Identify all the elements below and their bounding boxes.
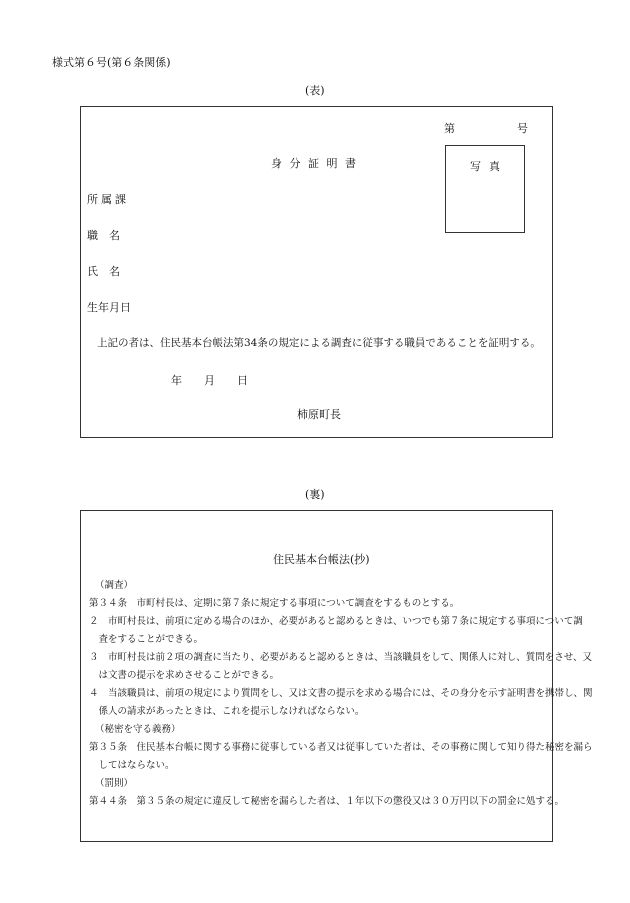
id-card-front	[80, 106, 553, 438]
law-line: ２ 市町村長は、前項に定める場合のほか、必要があると認めるときは、いつでも第７条に規定する事項について調	[89, 616, 583, 627]
number-suffix: 号	[517, 122, 528, 135]
law-line: ４ 当該職員は、前項の規定により質問をし、又は文書の提示を求める場合には、その身分を示す証明書を携帯し、関	[89, 688, 593, 699]
card-title: 身 分 証 明 書	[271, 157, 358, 170]
law-line: 第３４条 市町村長は、定期に第７条に規定する事項について調査をするものとする。	[89, 598, 460, 609]
law-line: 第３５条 住民基本台帳に関する事務に従事している者又は従事していた者は、その事務に関して知り得た秘密を漏ら	[89, 742, 593, 753]
issuer: 柿原町長	[297, 408, 341, 421]
law-line: 係人の請求があったときは、これを提示しなければならない。	[89, 706, 365, 717]
back-side-label: (裏)	[305, 488, 325, 501]
photo-label: 写真	[470, 160, 508, 173]
law-line: （罰則）	[95, 778, 134, 789]
law-line: ３ 市町村長は前２項の調査に当たり、必要があると認めるときは、当該職員をして、関係人に対し、質問をさせ、又	[89, 652, 593, 663]
law-line: してはならない。	[89, 760, 175, 771]
form-number: 様式第６号(第６条関係)	[52, 56, 171, 69]
law-line: は文書の提示を求めさせることができる。	[89, 670, 280, 681]
field-department: 所属課	[87, 193, 129, 206]
field-position: 職 名	[87, 229, 120, 242]
law-line: 第４４条 第３５条の規定に違反して秘密を漏らした者は、１年以下の懲役又は３０万円以下の罰金に処する。	[89, 796, 565, 807]
law-line: （調査）	[95, 580, 134, 591]
law-title: 住民基本台帳法(抄)	[273, 553, 370, 566]
field-birthdate: 生年月日	[87, 301, 131, 314]
law-line: （秘密を守る義務）	[95, 724, 181, 735]
id-card-back	[80, 510, 593, 842]
law-line: 査をすることができる。	[89, 634, 204, 645]
law-text	[89, 579, 593, 813]
front-side-label: (表)	[305, 84, 325, 97]
number-prefix: 第	[444, 122, 455, 135]
field-name: 氏 名	[87, 265, 120, 278]
certification-text: 上記の者は、住民基本台帳法第34条の規定による調査に従事する職員であることを証明する。	[97, 337, 541, 349]
photo-box	[445, 145, 525, 233]
date-line: 年 月 日	[171, 374, 248, 387]
